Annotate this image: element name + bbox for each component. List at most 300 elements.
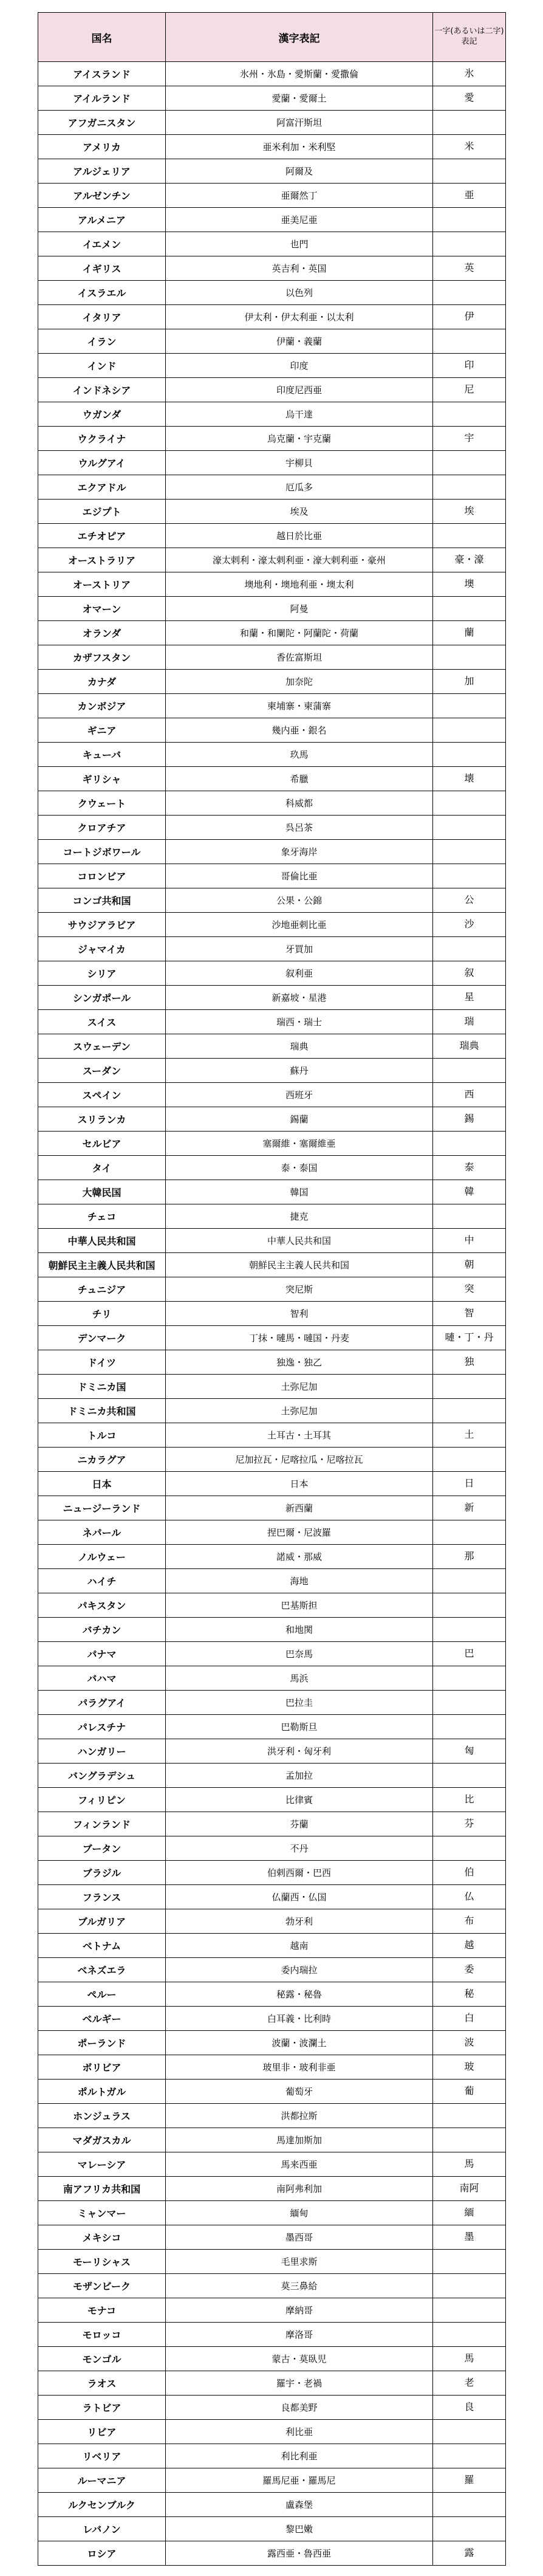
table-row: [38, 1302, 506, 1326]
kanji-notation-cell: 玻里非・玻利非亜: [166, 2055, 433, 2080]
country-name-cell: インドネシア: [38, 378, 166, 402]
abbreviation-cell: [433, 1132, 506, 1156]
abbreviation-cell: 突: [433, 1277, 506, 1302]
country-name-cell: フランス: [38, 1885, 166, 1909]
country-name-cell: リビア: [38, 2420, 166, 2444]
header-row: [38, 13, 506, 62]
country-name-cell: フィンランド: [38, 1812, 166, 1836]
kanji-notation-cell: 越日於比亜: [166, 524, 433, 548]
country-name-cell: スーダン: [38, 1059, 166, 1083]
abbreviation-cell: [433, 2420, 506, 2444]
country-name-cell: ハンガリー: [38, 1739, 166, 1764]
kanji-notation-cell: 盧森堡: [166, 2493, 433, 2517]
kanji-notation-cell: 芬蘭: [166, 1812, 433, 1836]
abbreviation-cell: [433, 1204, 506, 1229]
table-row: [38, 1496, 506, 1520]
country-name-cell: ハイチ: [38, 1569, 166, 1593]
table-row: [38, 645, 506, 670]
table-row: [38, 2177, 506, 2201]
country-name-cell: ベルギー: [38, 2007, 166, 2031]
table-row: [38, 1034, 506, 1059]
header-country-name: 国名: [38, 13, 166, 62]
country-name-cell: ドミニカ共和国: [38, 1399, 166, 1423]
abbreviation-cell: 比: [433, 1788, 506, 1812]
abbreviation-cell: [433, 329, 506, 354]
abbreviation-cell: 英: [433, 256, 506, 281]
kanji-notation-cell: 公果・公錦: [166, 888, 433, 913]
table-row: [38, 281, 506, 305]
abbreviation-cell: [433, 524, 506, 548]
abbreviation-cell: 印: [433, 354, 506, 378]
country-name-cell: エクアドル: [38, 475, 166, 500]
country-name-cell: ドイツ: [38, 1350, 166, 1375]
abbreviation-cell: [433, 645, 506, 670]
kanji-notation-cell: 比律賓: [166, 1788, 433, 1812]
abbreviation-cell: 朝: [433, 1253, 506, 1277]
table-row: [38, 840, 506, 864]
country-name-cell: リベリア: [38, 2444, 166, 2468]
country-name-cell: クウェート: [38, 791, 166, 816]
country-name-cell: 南アフリカ共和国: [38, 2177, 166, 2201]
country-name-cell: アメリカ: [38, 135, 166, 159]
country-name-cell: レバノン: [38, 2517, 166, 2541]
kanji-notation-cell: 蘇丹: [166, 1059, 433, 1083]
country-name-cell: ニュージーランド: [38, 1496, 166, 1520]
kanji-notation-cell: 哥倫比亜: [166, 864, 433, 888]
country-name-cell: ブラジル: [38, 1861, 166, 1885]
kanji-notation-cell: 亜美尼亜: [166, 208, 433, 232]
country-name-cell: 朝鮮民主主義人民共和国: [38, 1253, 166, 1277]
table-row: [38, 354, 506, 378]
country-name-cell: ウクライナ: [38, 427, 166, 451]
country-name-cell: アルゼンチン: [38, 184, 166, 208]
kanji-notation-cell: 也門: [166, 232, 433, 256]
kanji-notation-cell: 土弥尼加: [166, 1399, 433, 1423]
kanji-notation-cell: 印度尼西亜: [166, 378, 433, 402]
table-row: [38, 1350, 506, 1375]
table-row: [38, 2007, 506, 2031]
header-kanji-notation: 漢字表記: [166, 13, 433, 62]
country-name-cell: コートジボワール: [38, 840, 166, 864]
country-name-cell: タイ: [38, 1156, 166, 1180]
table-row: [38, 2468, 506, 2493]
country-name-cell: チェコ: [38, 1204, 166, 1229]
abbreviation-cell: [433, 1059, 506, 1083]
table-row: [38, 1545, 506, 1569]
abbreviation-cell: 氷: [433, 62, 506, 86]
country-name-cell: メキシコ: [38, 2225, 166, 2250]
abbreviation-cell: 公: [433, 888, 506, 913]
table-row: [38, 816, 506, 840]
table-row: [38, 256, 506, 281]
kanji-notation-cell: 露西亜・魯西亜: [166, 2541, 433, 2566]
abbreviation-cell: 瑞典: [433, 1034, 506, 1059]
table-row: [38, 2444, 506, 2468]
kanji-notation-cell: 馬浜: [166, 1666, 433, 1691]
kanji-notation-cell: 仏蘭西・仏国: [166, 1885, 433, 1909]
country-name-cell: モザンビーク: [38, 2274, 166, 2298]
abbreviation-cell: 韓: [433, 1180, 506, 1204]
table-row: [38, 1229, 506, 1253]
country-name-cell: シンガポール: [38, 986, 166, 1010]
kanji-notation-cell: 捏巴爾・尼波羅: [166, 1520, 433, 1545]
country-name-cell: ミャンマー: [38, 2201, 166, 2225]
table-row: [38, 1132, 506, 1156]
kanji-notation-cell: 土弥尼加: [166, 1375, 433, 1399]
table-row: [38, 888, 506, 913]
kanji-notation-cell: 不丹: [166, 1836, 433, 1861]
table-row: [38, 1861, 506, 1885]
table-row: [38, 1156, 506, 1180]
table-row: [38, 1569, 506, 1593]
abbreviation-cell: 匈: [433, 1739, 506, 1764]
table-row: [38, 670, 506, 694]
kanji-notation-cell: 呉呂茶: [166, 816, 433, 840]
table-row: [38, 913, 506, 937]
abbreviation-cell: [433, 2444, 506, 2468]
country-name-cell: アイルランド: [38, 86, 166, 111]
abbreviation-cell: 智: [433, 1302, 506, 1326]
kanji-notation-cell: 墺地利・墺地利亜・墺太利: [166, 572, 433, 597]
kanji-notation-cell: 玖馬: [166, 743, 433, 767]
abbreviation-cell: [433, 1375, 506, 1399]
table-row: [38, 2225, 506, 2250]
table-body: [38, 62, 506, 2566]
kanji-notation-cell: 羅馬尼亜・羅馬尼: [166, 2468, 433, 2493]
kanji-notation-cell: 科威都: [166, 791, 433, 816]
table-row: [38, 1958, 506, 1982]
abbreviation-cell: 波: [433, 2031, 506, 2055]
kanji-notation-cell: 沙地亜剌比亜: [166, 913, 433, 937]
table-row: [38, 1423, 506, 1448]
table-row: [38, 500, 506, 524]
abbreviation-cell: 中: [433, 1229, 506, 1253]
country-name-cell: スイス: [38, 1010, 166, 1034]
kanji-notation-cell: 烏干達: [166, 402, 433, 427]
table-row: [38, 451, 506, 475]
kanji-notation-cell: 毛里求斯: [166, 2250, 433, 2274]
abbreviation-cell: [433, 2104, 506, 2128]
kanji-notation-cell: 羅宇・老禍: [166, 2371, 433, 2396]
kanji-notation-cell: 阿富汗斯坦: [166, 111, 433, 135]
table-row: [38, 2250, 506, 2274]
kanji-notation-cell: 錫蘭: [166, 1107, 433, 1132]
table-row: [38, 2396, 506, 2420]
country-name-cell: アルメニア: [38, 208, 166, 232]
abbreviation-cell: [433, 2250, 506, 2274]
abbreviation-cell: 加: [433, 670, 506, 694]
kanji-notation-cell: 利比亜: [166, 2420, 433, 2444]
abbreviation-cell: 秘: [433, 1982, 506, 2007]
country-name-cell: クロアチア: [38, 816, 166, 840]
table-row: [38, 1885, 506, 1909]
abbreviation-cell: 馬: [433, 2152, 506, 2177]
abbreviation-cell: 尼: [433, 378, 506, 402]
table-row: [38, 864, 506, 888]
kanji-notation-cell: 日本: [166, 1472, 433, 1496]
country-name-cell: マレーシア: [38, 2152, 166, 2177]
country-name-cell: ノルウェー: [38, 1545, 166, 1569]
abbreviation-cell: 新: [433, 1496, 506, 1520]
abbreviation-cell: 土: [433, 1423, 506, 1448]
country-name-cell: ジャマイカ: [38, 937, 166, 961]
kanji-notation-cell: 勃牙利: [166, 1909, 433, 1934]
country-name-cell: ルーマニア: [38, 2468, 166, 2493]
table-row: [38, 1715, 506, 1739]
country-name-cell: モナコ: [38, 2298, 166, 2323]
country-name-cell: オーストリア: [38, 572, 166, 597]
abbreviation-cell: 羅: [433, 2468, 506, 2493]
table-row: [38, 743, 506, 767]
country-name-cell: パラグアイ: [38, 1691, 166, 1715]
country-name-cell: チュニジア: [38, 1277, 166, 1302]
table-row: [38, 2298, 506, 2323]
abbreviation-cell: 埃: [433, 500, 506, 524]
table-row: [38, 1083, 506, 1107]
kanji-notation-cell: 烏克蘭・宇克蘭: [166, 427, 433, 451]
kanji-notation-cell: 馬達加斯加: [166, 2128, 433, 2152]
kanji-notation-cell: 越南: [166, 1934, 433, 1958]
table-row: [38, 62, 506, 86]
abbreviation-cell: [433, 402, 506, 427]
country-name-cell: モロッコ: [38, 2323, 166, 2347]
abbreviation-cell: 白: [433, 2007, 506, 2031]
abbreviation-cell: 西: [433, 1083, 506, 1107]
abbreviation-cell: [433, 475, 506, 500]
abbreviation-cell: 伊: [433, 305, 506, 329]
table-row: [38, 1836, 506, 1861]
country-name-cell: スリランカ: [38, 1107, 166, 1132]
table-row: [38, 232, 506, 256]
abbreviation-cell: [433, 2493, 506, 2517]
abbreviation-cell: 南阿: [433, 2177, 506, 2201]
kanji-notation-cell: 南阿弗利加: [166, 2177, 433, 2201]
country-name-cell: オマーン: [38, 597, 166, 621]
country-name-cell: エチオピア: [38, 524, 166, 548]
country-name-cell: ベネズエラ: [38, 1958, 166, 1982]
abbreviation-cell: [433, 1666, 506, 1691]
kanji-notation-cell: 加奈陀: [166, 670, 433, 694]
abbreviation-cell: [433, 694, 506, 718]
country-name-cell: キューバ: [38, 743, 166, 767]
table-row: [38, 475, 506, 500]
country-name-cell: 大韓民国: [38, 1180, 166, 1204]
kanji-notation-cell: 海地: [166, 1569, 433, 1593]
table-row: [38, 694, 506, 718]
country-name-cell: トルコ: [38, 1423, 166, 1448]
kanji-notation-cell: 埃及: [166, 500, 433, 524]
abbreviation-cell: [433, 1764, 506, 1788]
kanji-notation-cell: 馬来西亜: [166, 2152, 433, 2177]
abbreviation-cell: 泰: [433, 1156, 506, 1180]
kanji-notation-cell: 巴勒斯旦: [166, 1715, 433, 1739]
abbreviation-cell: [433, 840, 506, 864]
table-row: [38, 1812, 506, 1836]
table-row: [38, 1180, 506, 1204]
table-row: [38, 402, 506, 427]
table-row: [38, 718, 506, 743]
table-row: [38, 2201, 506, 2225]
table-row: [38, 86, 506, 111]
country-name-cell: ニカラグア: [38, 1448, 166, 1472]
country-name-cell: 日本: [38, 1472, 166, 1496]
kanji-notation-cell: 蒙古・莫臥児: [166, 2347, 433, 2371]
table-row: [38, 1739, 506, 1764]
abbreviation-cell: 壊: [433, 767, 506, 791]
kanji-notation-cell: 中華人民共和国: [166, 1229, 433, 1253]
table-row: [38, 1375, 506, 1399]
kanji-notation-cell: 丁抹・嗹馬・嗹国・丹麦: [166, 1326, 433, 1350]
country-name-cell: スペイン: [38, 1083, 166, 1107]
table-row: [38, 2347, 506, 2371]
kanji-notation-cell: 以色列: [166, 281, 433, 305]
country-name-cell: オランダ: [38, 621, 166, 645]
country-name-cell: フィリピン: [38, 1788, 166, 1812]
kanji-notation-cell: 伊太利・伊太利亜・以太利: [166, 305, 433, 329]
table-row: [38, 1520, 506, 1545]
country-name-cell: モーリシャス: [38, 2250, 166, 2274]
kanji-notation-cell: 阿曼: [166, 597, 433, 621]
table-row: [38, 1666, 506, 1691]
table-row: [38, 2541, 506, 2566]
abbreviation-cell: [433, 1569, 506, 1593]
header-abbreviation: 一字(あるいは二字)表記: [433, 13, 506, 62]
kanji-notation-cell: 和蘭・和闌陀・阿蘭陀・荷蘭: [166, 621, 433, 645]
kanji-notation-cell: 捷克: [166, 1204, 433, 1229]
country-name-cell: コロンビア: [38, 864, 166, 888]
country-name-cell: アフガニスタン: [38, 111, 166, 135]
kanji-notation-cell: 巴拉圭: [166, 1691, 433, 1715]
table-row: [38, 572, 506, 597]
kanji-notation-cell: 亜米利加・米利堅: [166, 135, 433, 159]
kanji-notation-cell: 塞爾維・塞爾維亜: [166, 1132, 433, 1156]
table-row: [38, 2274, 506, 2298]
abbreviation-cell: 沙: [433, 913, 506, 937]
kanji-notation-cell: 朝鮮民主主義人民共和国: [166, 1253, 433, 1277]
abbreviation-cell: 墺: [433, 572, 506, 597]
table-row: [38, 1909, 506, 1934]
kanji-notation-cell: 突尼斯: [166, 1277, 433, 1302]
country-name-cell: スウェーデン: [38, 1034, 166, 1059]
kanji-notation-cell: 韓国: [166, 1180, 433, 1204]
table-row: [38, 597, 506, 621]
table-row: [38, 1982, 506, 2007]
kanji-notation-cell: 莫三鼻給: [166, 2274, 433, 2298]
table-row: [38, 2104, 506, 2128]
table-row: [38, 1691, 506, 1715]
table-row: [38, 791, 506, 816]
country-table-container: [38, 12, 506, 2566]
country-name-cell: サウジアラビア: [38, 913, 166, 937]
table-row: [38, 1204, 506, 1229]
country-kanji-table: [38, 12, 506, 2566]
table-row: [38, 2371, 506, 2396]
kanji-notation-cell: 委内瑞拉: [166, 1958, 433, 1982]
table-row: [38, 1399, 506, 1423]
abbreviation-cell: 蘭: [433, 621, 506, 645]
kanji-notation-cell: 濠太剌利・濠太剌利亜・濠大剌利亜・豪州: [166, 548, 433, 572]
country-name-cell: パレスチナ: [38, 1715, 166, 1739]
kanji-notation-cell: 英吉利・英国: [166, 256, 433, 281]
country-name-cell: バングラデシュ: [38, 1764, 166, 1788]
abbreviation-cell: 良: [433, 2396, 506, 2420]
table-row: [38, 1618, 506, 1642]
table-row: [38, 986, 506, 1010]
abbreviation-cell: 芬: [433, 1812, 506, 1836]
country-name-cell: ポルトガル: [38, 2080, 166, 2104]
kanji-notation-cell: 墨西哥: [166, 2225, 433, 2250]
kanji-notation-cell: 阿爾及: [166, 159, 433, 184]
kanji-notation-cell: 波蘭・波瀾土: [166, 2031, 433, 2055]
table-row: [38, 1472, 506, 1496]
table-row: [38, 1277, 506, 1302]
abbreviation-cell: 老: [433, 2371, 506, 2396]
abbreviation-cell: 馬: [433, 2347, 506, 2371]
table-row: [38, 2128, 506, 2152]
abbreviation-cell: 委: [433, 1958, 506, 1982]
kanji-notation-cell: 幾内亜・銀名: [166, 718, 433, 743]
kanji-notation-cell: 智利: [166, 1302, 433, 1326]
abbreviation-cell: [433, 791, 506, 816]
kanji-notation-cell: 柬埔寨・柬蒲寨: [166, 694, 433, 718]
abbreviation-cell: [433, 1448, 506, 1472]
table-row: [38, 427, 506, 451]
country-name-cell: チリ: [38, 1302, 166, 1326]
kanji-notation-cell: 和地関: [166, 1618, 433, 1642]
abbreviation-cell: 葡: [433, 2080, 506, 2104]
kanji-notation-cell: 黎巴嫩: [166, 2517, 433, 2541]
abbreviation-cell: 露: [433, 2541, 506, 2566]
kanji-notation-cell: 諾威・那威: [166, 1545, 433, 1569]
country-name-cell: ネパール: [38, 1520, 166, 1545]
abbreviation-cell: [433, 451, 506, 475]
country-name-cell: ロシア: [38, 2541, 166, 2566]
kanji-notation-cell: 摩洛哥: [166, 2323, 433, 2347]
kanji-notation-cell: 新西蘭: [166, 1496, 433, 1520]
country-name-cell: カザフスタン: [38, 645, 166, 670]
country-name-cell: マダガスカル: [38, 2128, 166, 2152]
kanji-notation-cell: 希臘: [166, 767, 433, 791]
kanji-notation-cell: 西班牙: [166, 1083, 433, 1107]
table-row: [38, 548, 506, 572]
country-name-cell: 中華人民共和国: [38, 1229, 166, 1253]
table-row: [38, 1448, 506, 1472]
abbreviation-cell: 日: [433, 1472, 506, 1496]
abbreviation-cell: [433, 159, 506, 184]
abbreviation-cell: [433, 208, 506, 232]
kanji-notation-cell: 瑞西・瑞士: [166, 1010, 433, 1034]
abbreviation-cell: 米: [433, 135, 506, 159]
country-name-cell: ペルー: [38, 1982, 166, 2007]
abbreviation-cell: 那: [433, 1545, 506, 1569]
country-name-cell: ギリシャ: [38, 767, 166, 791]
kanji-notation-cell: 摩納哥: [166, 2298, 433, 2323]
country-name-cell: バチカン: [38, 1618, 166, 1642]
abbreviation-cell: 緬: [433, 2201, 506, 2225]
abbreviation-cell: 叙: [433, 961, 506, 986]
country-name-cell: オーストラリア: [38, 548, 166, 572]
kanji-notation-cell: 泰・泰国: [166, 1156, 433, 1180]
table-row: [38, 2080, 506, 2104]
kanji-notation-cell: 愛蘭・愛爾土: [166, 86, 433, 111]
table-row: [38, 524, 506, 548]
country-name-cell: モンゴル: [38, 2347, 166, 2371]
kanji-notation-cell: 伯剌西爾・巴西: [166, 1861, 433, 1885]
abbreviation-cell: [433, 864, 506, 888]
abbreviation-cell: 星: [433, 986, 506, 1010]
abbreviation-cell: 豪・濠: [433, 548, 506, 572]
abbreviation-cell: [433, 2274, 506, 2298]
